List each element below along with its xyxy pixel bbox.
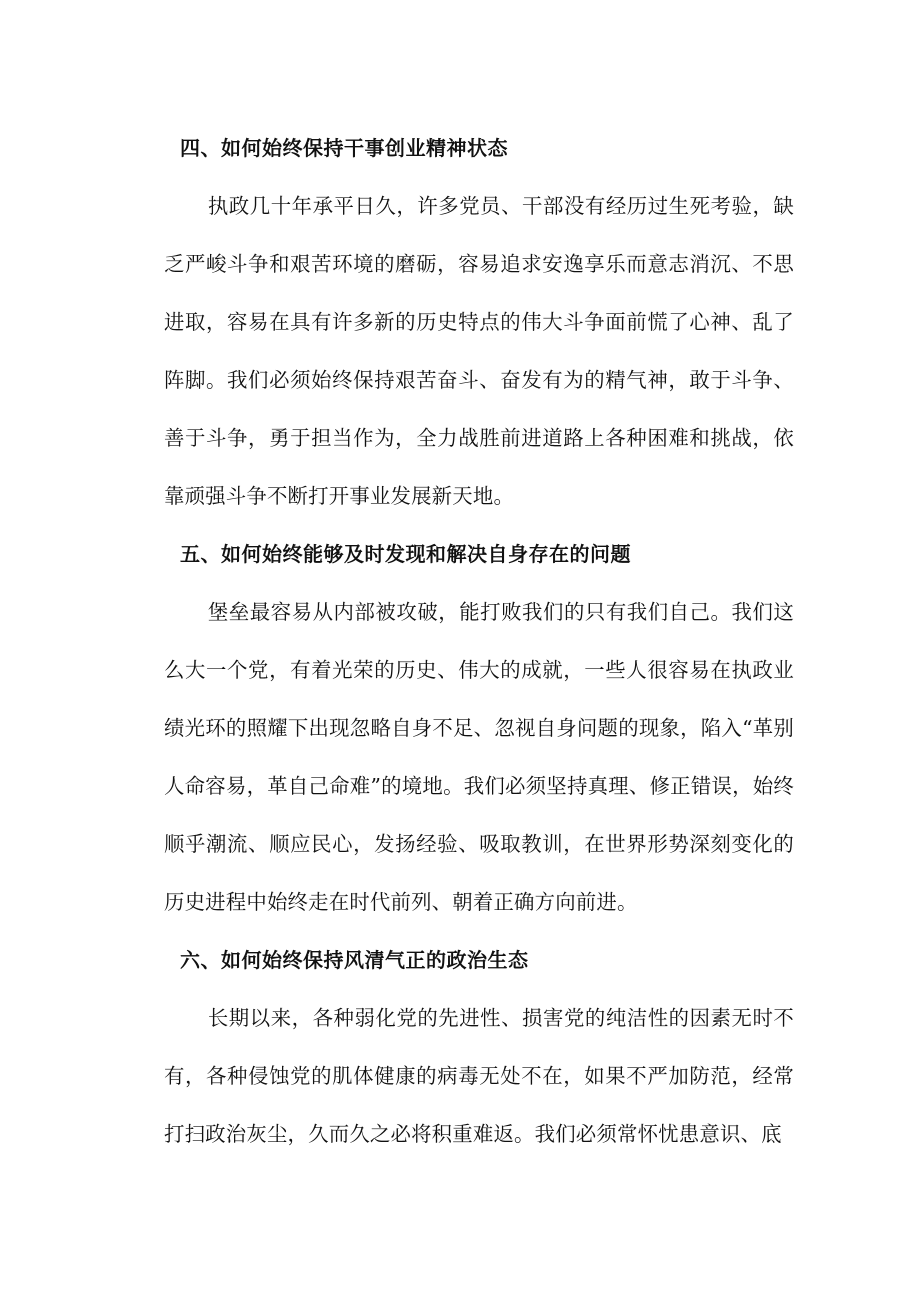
section-paragraph-5: 堡垒最容易从内部被攻破，能打败我们的只有我们自己。我们这么大一个党，有着光荣的历史、伟大的成就，一些人很容易在执政业绩光环的照耀下出现忽略自身不足、忽视自身问题的现象，陷入“革别人命容易，革自己命难”的境地。我们必须坚持真理、修正错误，始终顺乎潮流、顺应民心，发扬经验、吸取教训，在世界形势深刻变化的历史进程中始终走在时代前列、朝着正确方向前进。 (164, 600, 794, 914)
section-heading-6: 六、如何始终保持风清气正的政治生态 (180, 948, 529, 972)
section-paragraph-4: 执政几十年承平日久，许多党员、干部没有经历过生死考验，缺乏严峻斗争和艰苦环境的磨砺，容易追求安逸享乐而意志消沉、不思进取，容易在具有许多新的历史特点的伟大斗争面前慌了心神、乱了阵脚。我们必须始终保持艰苦奋斗、奋发有为的精气神，敢于斗争、善于斗争，勇于担当作为，全力战胜前进道路上各种困难和挑战，依靠顽强斗争不断打开事业发展新天地。 (164, 194, 794, 508)
section-heading-5: 五、如何始终能够及时发现和解决自身存在的问题 (180, 542, 631, 566)
section-heading-4: 四、如何始终保持干事创业精神状态 (180, 136, 508, 160)
document-body (164, 119, 794, 1163)
section-paragraph-6: 长期以来，各种弱化党的先进性、损害党的纯洁性的因素无时不有，各种侵蚀党的肌体健康的病毒无处不在，如果不严加防范，经常打扫政治灰尘，久而久之必将积重难返。我们必须常怀忧患意识、底 (164, 1006, 794, 1146)
